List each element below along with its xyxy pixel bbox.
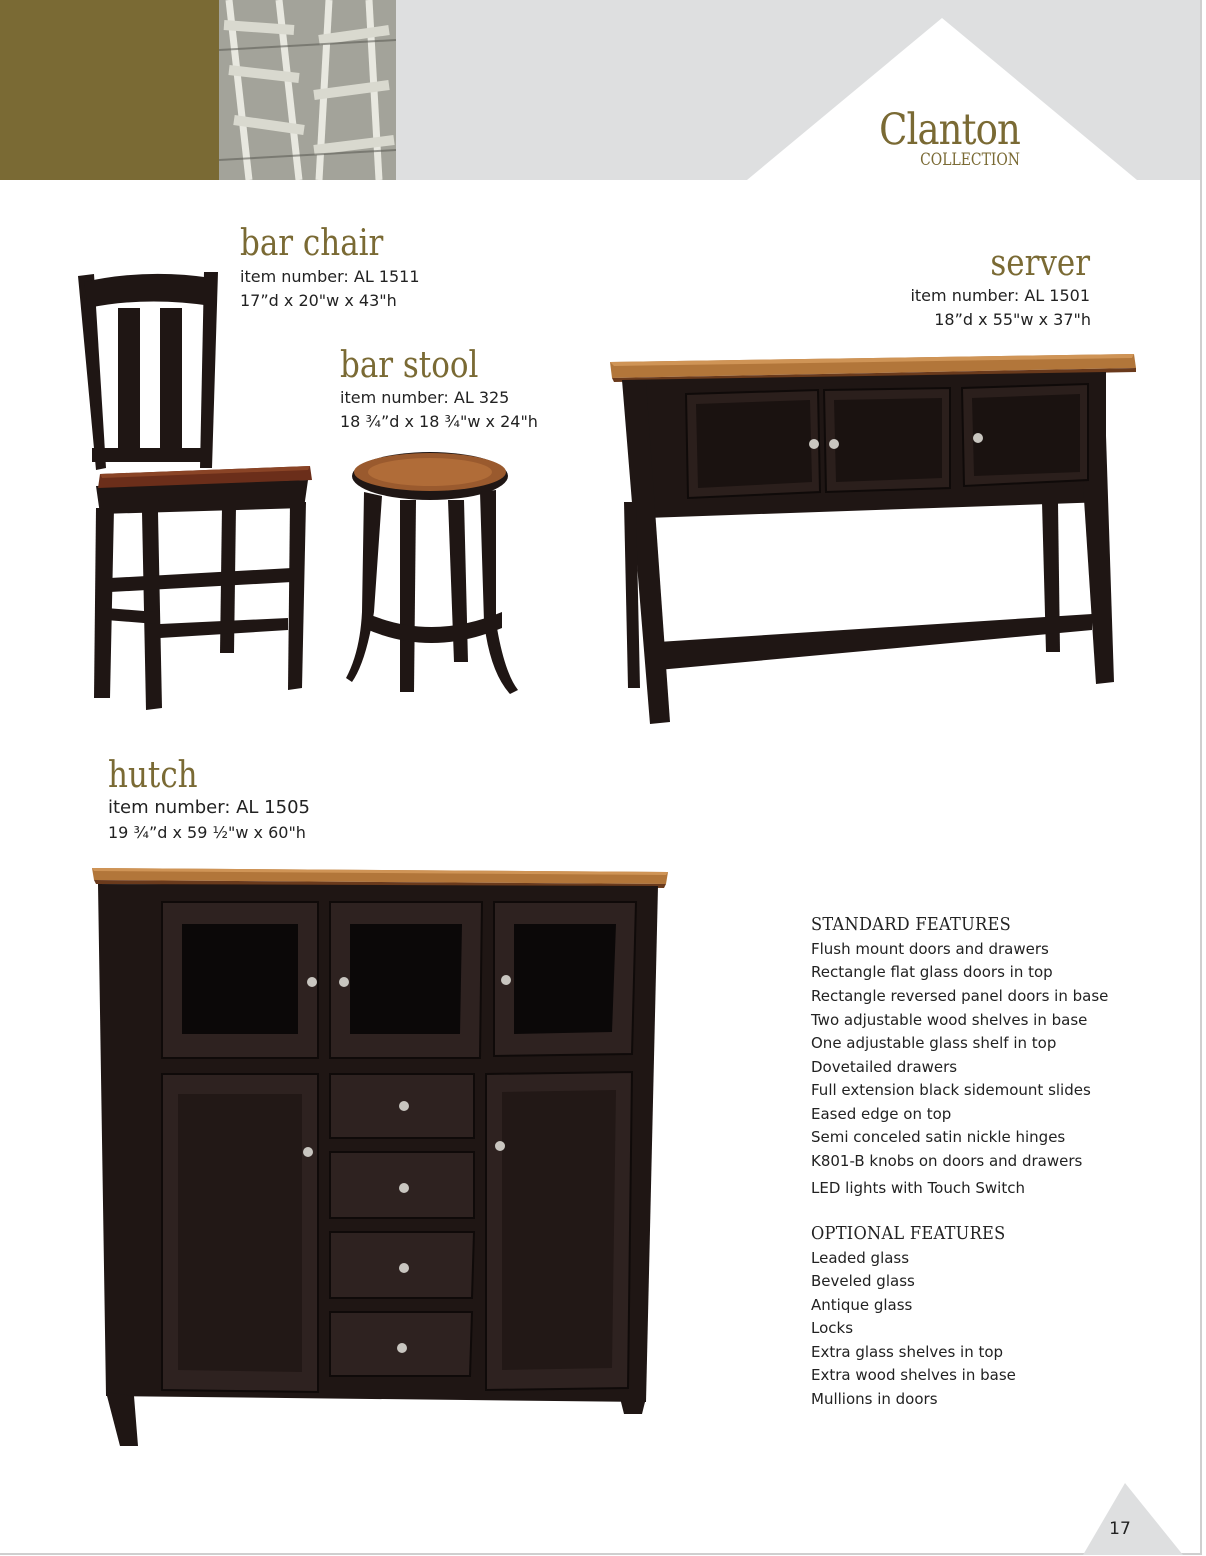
standard-feature-item: Rectangle reversed panel doors in base — [811, 987, 1109, 1005]
bar-chair-item-number: item number: AL 1511 — [240, 267, 420, 286]
bar-stool-dimensions: 18 ¾”d x 18 ¾"w x 24"h — [340, 412, 538, 431]
hutch-title: hutch — [108, 755, 198, 796]
optional-feature-item: Leaded glass — [811, 1249, 910, 1267]
standard-feature-item: Flush mount doors and drawers — [811, 940, 1049, 958]
bar-chair-dimensions: 17”d x 20"w x 43"h — [240, 291, 397, 310]
hutch-dimensions: 19 ¾”d x 59 ½"w x 60"h — [108, 823, 306, 842]
optional-features-heading: OPTIONAL FEATURES — [811, 1223, 1006, 1244]
optional-feature-item: Extra glass shelves in top — [811, 1343, 1004, 1361]
collection-subtitle: COLLECTION — [920, 150, 1020, 170]
server-dimensions: 18”d x 55"w x 37"h — [934, 310, 1091, 329]
standard-feature-item: Rectangle flat glass doors in top — [811, 963, 1053, 981]
standard-feature-item: LED lights with Touch Switch — [811, 1179, 1025, 1197]
header-olive-block — [0, 0, 219, 180]
page-number: 17 — [1109, 1519, 1131, 1539]
hutch-image — [90, 862, 670, 1446]
standard-feature-item: One adjustable glass shelf in top — [811, 1034, 1057, 1052]
optional-feature-item: Extra wood shelves in base — [811, 1366, 1016, 1384]
header-chairs-photo — [219, 0, 396, 180]
standard-features-heading: STANDARD FEATURES — [811, 914, 1011, 935]
bar-chair-image — [76, 268, 316, 714]
hutch-item-number: item number: AL 1505 — [108, 797, 310, 818]
bar-stool-item-number: item number: AL 325 — [340, 388, 510, 407]
standard-feature-item: Full extension black sidemount slides — [811, 1081, 1091, 1099]
standard-feature-item: K801-B knobs on doors and drawers — [811, 1152, 1083, 1170]
server-image — [606, 352, 1138, 728]
optional-feature-item: Locks — [811, 1319, 854, 1337]
bar-stool-title: bar stool — [340, 345, 479, 386]
bar-stool-image — [344, 452, 524, 702]
server-title: server — [990, 243, 1090, 284]
optional-feature-item: Mullions in doors — [811, 1390, 938, 1408]
collection-name: Clanton — [879, 105, 1020, 155]
standard-feature-item: Dovetailed drawers — [811, 1058, 958, 1076]
standard-feature-item: Eased edge on top — [811, 1105, 952, 1123]
optional-feature-item: Antique glass — [811, 1296, 913, 1314]
standard-feature-item: Two adjustable wood shelves in base — [811, 1011, 1088, 1029]
standard-feature-item: Semi conceled satin nickle hinges — [811, 1128, 1066, 1146]
optional-feature-item: Beveled glass — [811, 1272, 915, 1290]
server-item-number: item number: AL 1501 — [910, 286, 1090, 305]
bar-chair-title: bar chair — [240, 223, 384, 264]
